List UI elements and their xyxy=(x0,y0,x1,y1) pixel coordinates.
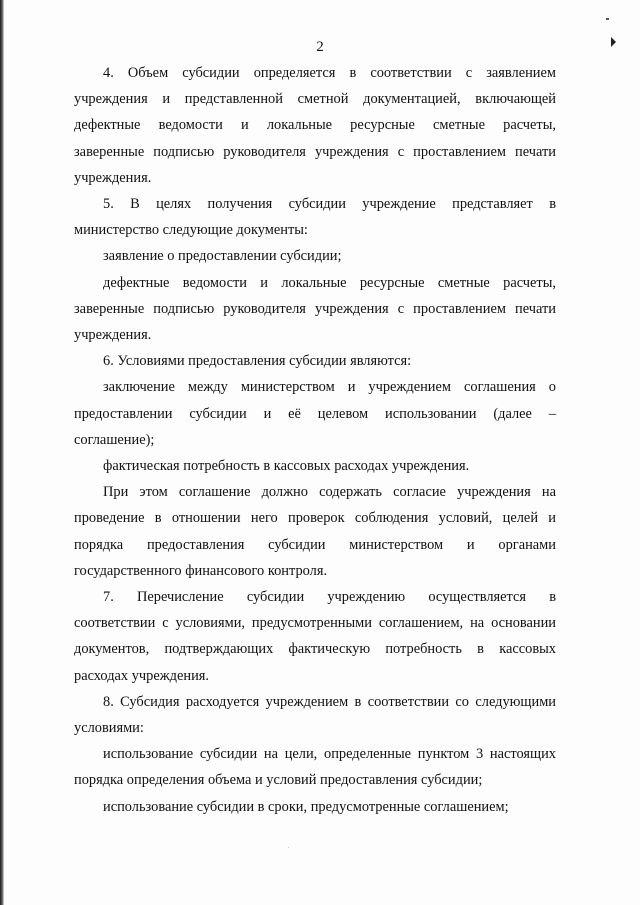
page-number: 2 xyxy=(316,39,324,55)
text-line: учреждения. xyxy=(74,327,152,344)
text-line: 5. В целях получения субсидии учреждение представляет в xyxy=(103,196,556,213)
text-line: 7. Перечисление субсидии учреждению осуществляется в xyxy=(103,589,556,606)
text-line: учреждения. xyxy=(74,169,152,186)
text-line: документов, подтверждающих фактическую потребность в кассовых xyxy=(74,641,556,658)
text-line: заверенные подписью руководителя учреждения с проставлением печати xyxy=(74,143,556,160)
text-line: 4. Объем субсидии определяется в соответствии с заявлением xyxy=(103,65,556,81)
text-line: использование субсидии на цели, определенные пунктом 3 настоящих xyxy=(103,746,556,763)
text-line: расходах учреждения. xyxy=(74,667,209,684)
text-line: При этом соглашение должно содержать согласие учреждения на xyxy=(103,484,556,501)
scan-mark xyxy=(606,18,609,20)
text-line: фактическая потребность в кассовых расходах учреждения. xyxy=(103,458,470,475)
text-line: дефектные ведомости и локальные ресурсные сметные расчеты, xyxy=(103,274,556,291)
text-line: учреждения и представленной сметной документацией, включающей xyxy=(74,91,556,108)
text-line: 8. Субсидия расходуется учреждением в соответствии со следующими xyxy=(103,693,556,710)
text-line: использование субсидии в сроки, предусмотренные соглашением; xyxy=(103,798,509,815)
text-line: соответствии с условиями, предусмотренными соглашением, на основании xyxy=(74,615,556,632)
text-line: государственного финансового контроля. xyxy=(74,562,328,579)
text-line: министерство следующие документы: xyxy=(74,222,308,239)
text-line: порядка предоставления субсидии министерством и органами xyxy=(74,536,556,553)
text-line: заверенные подписью руководителя учреждения с проставлением печати xyxy=(74,300,556,317)
text-line: заключение между министерством и учреждением соглашения о xyxy=(103,379,556,396)
text-line: 6. Условиями предоставления субсидии являются: xyxy=(103,353,412,370)
text-line: дефектные ведомости и локальные ресурсные сметные расчеты, xyxy=(74,117,556,134)
text-line: предоставлении субсидии и её целевом использовании (далее – xyxy=(74,405,556,422)
text-line: соглашение); xyxy=(74,431,155,448)
text-line: проведение в отношении него проверок соблюдения условий, целей и xyxy=(74,510,556,527)
text-line: условиями: xyxy=(74,720,144,737)
text-line: заявление о предоставлении субсидии; xyxy=(103,248,342,265)
document-body xyxy=(74,60,556,820)
scan-speck xyxy=(288,847,289,848)
scan-left-edge xyxy=(0,0,4,905)
text-line: порядка определения объема и условий предоставления субсидии; xyxy=(74,772,483,789)
